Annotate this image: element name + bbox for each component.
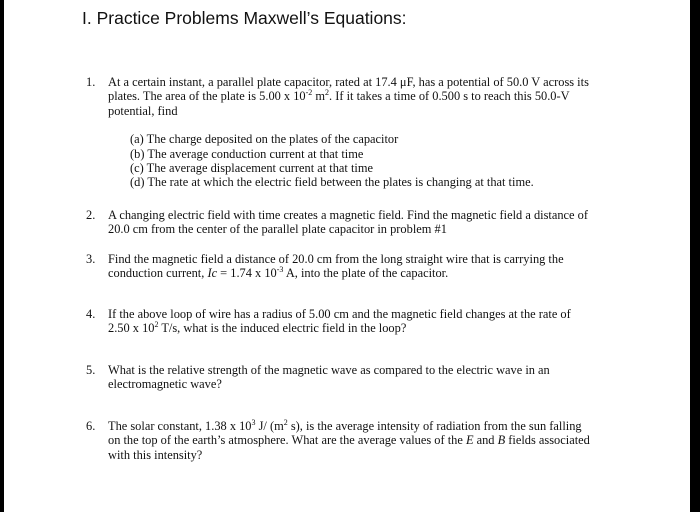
problem-text-line: A changing electric field with time creates a magnetic field. Find the magnetic field a distance of bbox=[108, 208, 588, 222]
problem-number: 1. bbox=[86, 75, 96, 89]
problem-text-line: 20.0 cm from the center of the parallel plate capacitor in problem #1 bbox=[108, 222, 447, 237]
problem-text-line: The solar constant, 1.38 x $10^3$ J/ ($m^2$ s), is the average intensity of radiation from the sun falling bbox=[108, 418, 582, 433]
page-title: I. Practice Problems Maxwell’s Equations: bbox=[82, 8, 407, 28]
sub-question-b: (b) The average conduction current at that time bbox=[130, 146, 364, 161]
problem-number: 5. bbox=[86, 363, 96, 377]
problem-text-line: electromagnetic wave? bbox=[108, 377, 222, 392]
problem-text-line: 2.50 x $10^2$ T/s, what is the induced electric field in the loop? bbox=[108, 320, 407, 336]
problem-text-line: conduction current, Ic = 1.74 x $10^{-3}$ A, into the plate of the capacitor. bbox=[108, 265, 449, 281]
problem-number: 3. bbox=[86, 252, 96, 266]
problem-text-line: At a certain instant, a parallel plate capacitor, rated at 17.4 μF, has a potential of 50.0 V across its bbox=[108, 75, 589, 89]
problem-text-line: on the top of the earth’s atmosphere. What are the average values of the E and B fields associated bbox=[108, 433, 590, 448]
problem-3 bbox=[86, 252, 620, 281]
document-page bbox=[4, 0, 690, 512]
problem-number: 4. bbox=[86, 307, 96, 321]
problem-text-line: Find the magnetic field a distance of 20.0 cm from the long straight wire that is carrying the bbox=[108, 252, 564, 266]
problem-4 bbox=[86, 307, 620, 336]
problem-6 bbox=[86, 419, 620, 462]
problem-text-line: If the above loop of wire has a radius of 5.00 cm and the magnetic field changes at the rate of bbox=[108, 307, 571, 321]
problem-1 bbox=[86, 75, 620, 190]
problem-text-line: with this intensity? bbox=[108, 447, 203, 462]
problem-text-line: What is the relative strength of the magnetic wave as compared to the electric wave in an bbox=[108, 363, 550, 377]
problem-number: 6. bbox=[86, 419, 96, 433]
problem-text-line: plates. The area of the plate is 5.00 x $10^{-2}$ $m^2$. If it takes a time of 0.500 s to reach this 50.0-V bbox=[108, 88, 570, 104]
sub-question-a: (a) The charge deposited on the plates of the capacitor bbox=[130, 132, 399, 147]
problem-text-line: potential, find bbox=[108, 103, 178, 118]
sub-question-d: (d) The rate at which the electric field between the plates is changing at that time. bbox=[130, 175, 534, 190]
sub-question-c: (c) The average displacement current at that time bbox=[130, 161, 373, 176]
problem-number: 2. bbox=[86, 208, 96, 222]
problem-2 bbox=[86, 208, 620, 237]
problem-5 bbox=[86, 363, 620, 392]
